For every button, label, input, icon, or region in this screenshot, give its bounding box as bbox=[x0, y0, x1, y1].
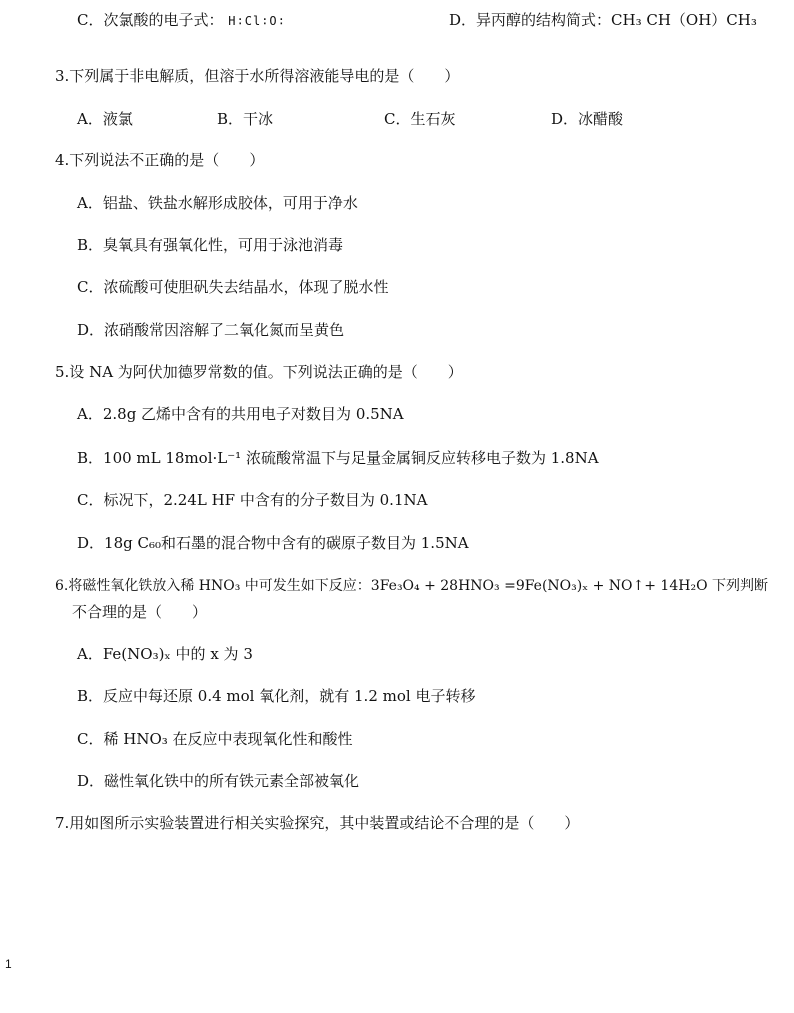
q4-option-a: A．铝盐、铁盐水解形成胶体，可用于净水 bbox=[77, 194, 358, 212]
option-c-label: C．次氯酸的电子式： bbox=[77, 11, 224, 29]
option-c-top bbox=[77, 10, 286, 31]
q5-option-b: B．100 mL 18mol·L⁻¹ 浓硫酸常温下与足量金属铜反应转移电子数为 1.8NA bbox=[77, 449, 599, 467]
question-6-stem-line1: 6.将磁性氧化铁放入稀 HNO₃ 中可发生如下反应：3Fe₃O₄ + 28HNO₃ =9Fe(NO₃)ₓ + NO↑+ 14H₂O 下列判断 bbox=[55, 578, 768, 594]
question-3-options bbox=[0, 108, 794, 128]
q5-option-d: D．18g C₆₀和石墨的混合物中含有的碳原子数目为 1.5NA bbox=[77, 534, 469, 552]
q6-option-a: A．Fe(NO₃)ₓ 中的 x 为 3 bbox=[77, 645, 253, 663]
q3-option-a: A．液氯 bbox=[77, 110, 133, 128]
q6-option-b: B．反应中每还原 0.4 mol 氧化剂，就有 1.2 mol 电子转移 bbox=[77, 687, 476, 705]
page-number: 1 bbox=[5, 957, 12, 971]
question-5-stem: 5.设 NA 为阿伏加德罗常数的值。下列说法正确的是（ ） bbox=[55, 363, 463, 381]
question-4-stem: 4.下列说法不正确的是（ ） bbox=[55, 151, 265, 169]
q5-option-a: A．2.8g 乙烯中含有的共用电子对数目为 0.5NA bbox=[77, 405, 404, 423]
q4-option-b: B．臭氧具有强氧化性，可用于泳池消毒 bbox=[77, 236, 344, 254]
q4-option-d: D．浓硝酸常因溶解了二氧化氮而呈黄色 bbox=[77, 321, 345, 339]
q3-option-c: C．生石灰 bbox=[384, 110, 456, 128]
electron-formula: H∶Cl∶O∶ bbox=[228, 14, 286, 28]
q5-option-c: C．标况下，2.24L HF 中含有的分子数目为 0.1NA bbox=[77, 491, 428, 509]
question-3-stem: 3.下列属于非电解质，但溶于水所得溶液能导电的是（ ） bbox=[55, 67, 460, 85]
q3-option-d: D．冰醋酸 bbox=[551, 110, 624, 128]
question-7-stem: 7.用如图所示实验装置进行相关实验探究，其中装置或结论不合理的是（ ） bbox=[55, 814, 580, 832]
q6-option-c: C．稀 HNO₃ 在反应中表现氧化性和酸性 bbox=[77, 730, 353, 748]
option-d-top: D．异丙醇的结构简式：CH₃ CH（OH）CH₃ bbox=[449, 11, 757, 29]
q6-option-d: D．磁性氧化铁中的所有铁元素全部被氧化 bbox=[77, 772, 360, 790]
question-6-stem-line2: 不合理的是（ ） bbox=[72, 603, 208, 621]
q3-option-b: B．干冰 bbox=[217, 110, 274, 128]
q4-option-c: C．浓硫酸可使胆矾失去结晶水，体现了脱水性 bbox=[77, 278, 389, 296]
